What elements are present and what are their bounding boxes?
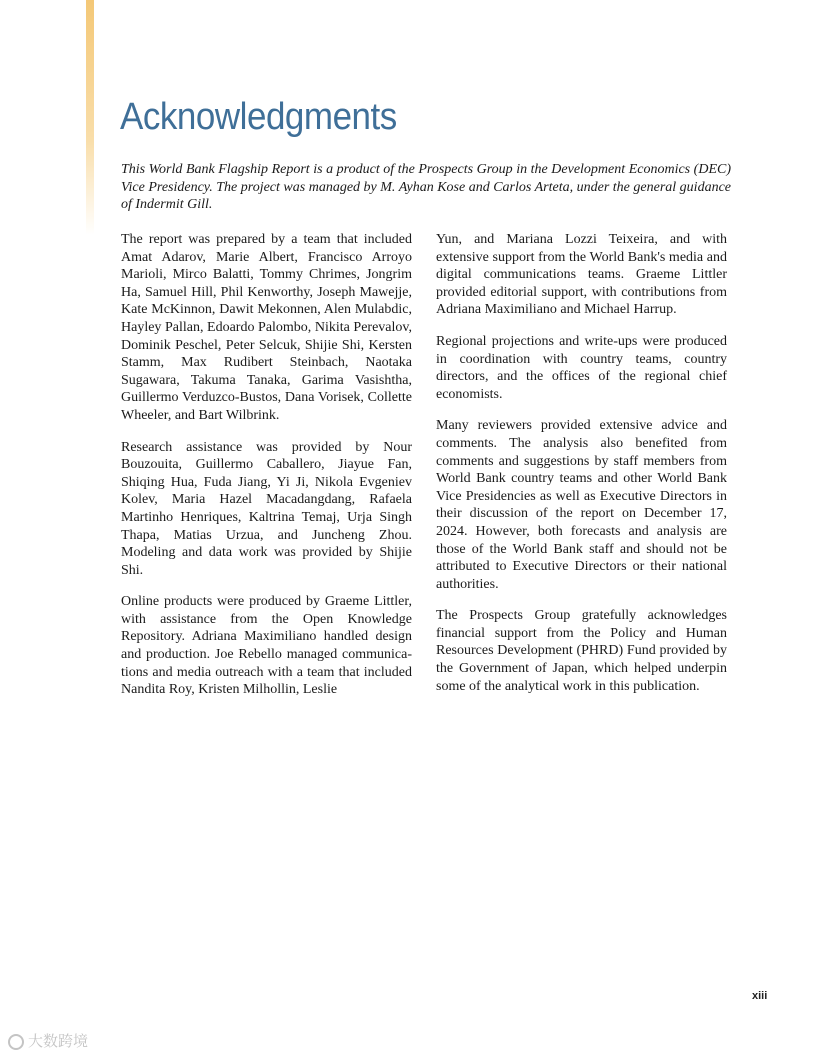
watermark-logo-icon [8,1034,24,1050]
left-column [121,231,412,713]
team-paragraph: The report was prepared by a team that included Amat Adarov, Marie Albert, Francisco Arroyo Marioli, Mirco Balatti, Tommy Chrimes, Jongrim Ha, Samuel Hill, Phil Kenworthy, Joseph Mawejje, Kate McKinnon, Dawit Mekonnen, Alen Mulabdic, Hayley Pallan, Edoardo Palombo, Nikita Perevalov, Dominik Peschel, Peter Selcuk, Shijie Shi, Kersten Stamm, Max Rudibert Steinbach, Naotaka Sugawara, Takuma Tanaka, Garima Vasishtha, Guillermo Verduzco-Bustos, Dana Vorisek, Collette Wheeler, and Bart Wilbrink. [121,232,412,423]
regional-projections-paragraph: Regional projections and write-ups were produced in coordination with country teams, country directors, and the offices of the regional chief economists. [436,333,727,402]
page-number: xiii [752,990,768,1002]
page-title: Acknowledgments [120,96,397,138]
funding-paragraph: The Prospects Group gratefully acknowledges financial support from the Policy and Human Resources Development (PHRD) Fund provided by the Government of Japan, which helped underpin some of the analytical work in this publication. [436,608,727,694]
communications-paragraph: Yun, and Mariana Lozzi Teixeira, and with extensive support from the World Bank's media and digital communications teams. Graeme Littler provided editorial support, with contributions from Adriana Maximiliano and Michael Harrup. [436,232,727,318]
right-column [436,231,727,709]
accent-bar [86,0,94,235]
watermark-text: 大数跨境 [28,1032,89,1050]
watermark [8,1030,88,1051]
online-products-paragraph: Online products were produced by Graeme Littler, with assistance from the Open Knowledge Repository. Adriana Maximiliano handled design and production. Joe Rebello managed communica-tions and media outreach with a team that included Nandita Roy, Kristen Milhollin, Leslie [121,594,412,698]
reviewers-paragraph: Many reviewers provided extensive advice and comments. The analysis also benefited from comments and suggestions by staff members from World Bank country teams and other World Bank Vice Presidencies as well as Executive Directors in their discussion of the report on December 17, 2024. However, both forecasts and analysis are those of the World Bank staff and should not be attributed to Executive Directors or their national authorities. [436,418,727,592]
intro-paragraph: This World Bank Flagship Report is a product of the Prospects Group in the Development Economics (DEC) Vice Presidency. The project was managed by M. Ayhan Kose and Carlos Arteta, under the general guidance of Indermit Gill. [121,162,731,213]
research-assistance-paragraph: Research assistance was provided by Nour Bouzouita, Guillermo Caballero, Jiayue Fan, Shiqing Hua, Fuda Jiang, Yi Ji, Nikola Evgeniev Kolev, Maria Hazel Macadangdang, Rafaela Martinho Henriques, Kaltrina Temaj, Urja Singh Thapa, Matias Urzua, and Juncheng Zhou. Modeling and data work was provided by Shijie Shi. [121,439,412,578]
